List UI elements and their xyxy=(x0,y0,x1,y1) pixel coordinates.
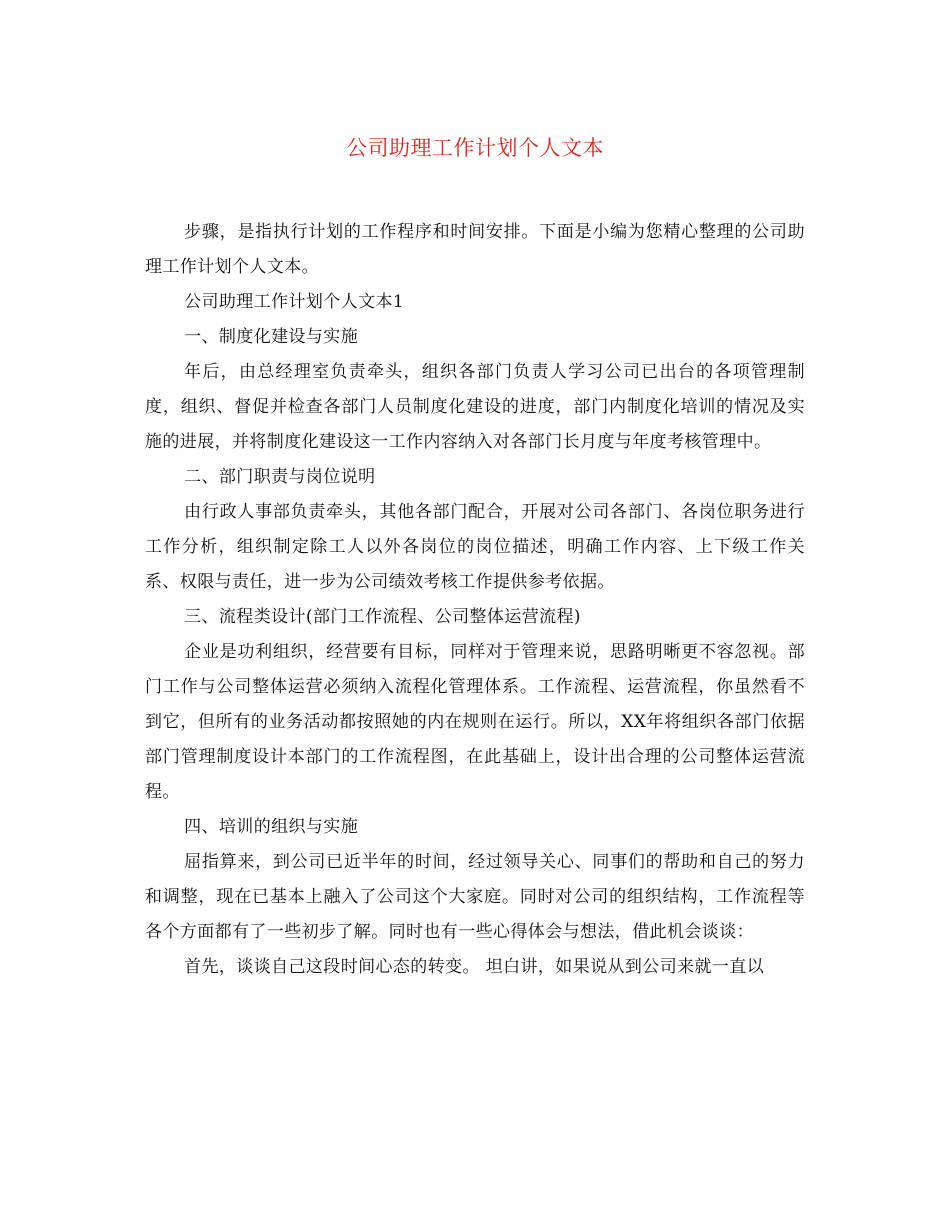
section-heading-1: 一、制度化建设与实施 xyxy=(184,327,359,347)
intro-paragraph: 步骤，是指执行计划的工作程序和时间安排。下面是小编为您精心整理的公司助理工作计划个人文本。 xyxy=(145,222,805,277)
document-body xyxy=(145,215,805,985)
paragraph-process-design: 企业是功利组织，经营要有目标，同样对于管理来说，思路明晰更不容忽视。部门工作与公司整体运营必须纳入流程化管理体系。工作流程、运营流程，你虽然看不到它，但所有的业务活动都按照她的内在规则在运行。所以，XX年将组织各部门依据部门管理制度设计本部门的工作流程图，在此基础上，设计出合理的公司整体运营流程。 xyxy=(145,642,805,802)
paragraph-training: 屈指算来，到公司已近半年的时间，经过领导关心、同事们的帮助和自己的努力和调整，现在已基本上融入了公司这个大家庭。同时对公司的组织结构，工作流程等各个方面都有了一些初步了解。同时也有一些心得体会与想法，借此机会谈谈： xyxy=(145,852,805,942)
section-heading-3: 三、流程类设计(部门工作流程、公司整体运营流程) xyxy=(184,607,581,627)
document-title: 公司助理工作计划个人文本 xyxy=(346,136,604,160)
paragraph-mindset: 首先，谈谈自己这段时间心态的转变。 坦白讲，如果说从到公司来就一直以 xyxy=(184,957,765,977)
section-heading-text-1: 公司助理工作计划个人文本1 xyxy=(184,292,405,312)
section-heading-2: 二、部门职责与岗位说明 xyxy=(184,467,376,487)
paragraph-system-building: 年后，由总经理室负责牵头，组织各部门负责人学习公司已出台的各项管理制度，组织、督促并检查各部门人员制度化建设的进度，部门内制度化培训的情况及实施的进展，并将制度化建设这一工作内容纳入对各部门长月度与年度考核管理中。 xyxy=(145,362,805,452)
section-heading-4: 四、培训的组织与实施 xyxy=(184,817,359,837)
paragraph-department-duties: 由行政人事部负责牵头，其他各部门配合，开展对公司各部门、各岗位职务进行工作分析，组织制定除工人以外各岗位的岗位描述，明确工作内容、上下级工作关系、权限与责任，进一步为公司绩效考核工作提供参考依据。 xyxy=(145,502,805,592)
